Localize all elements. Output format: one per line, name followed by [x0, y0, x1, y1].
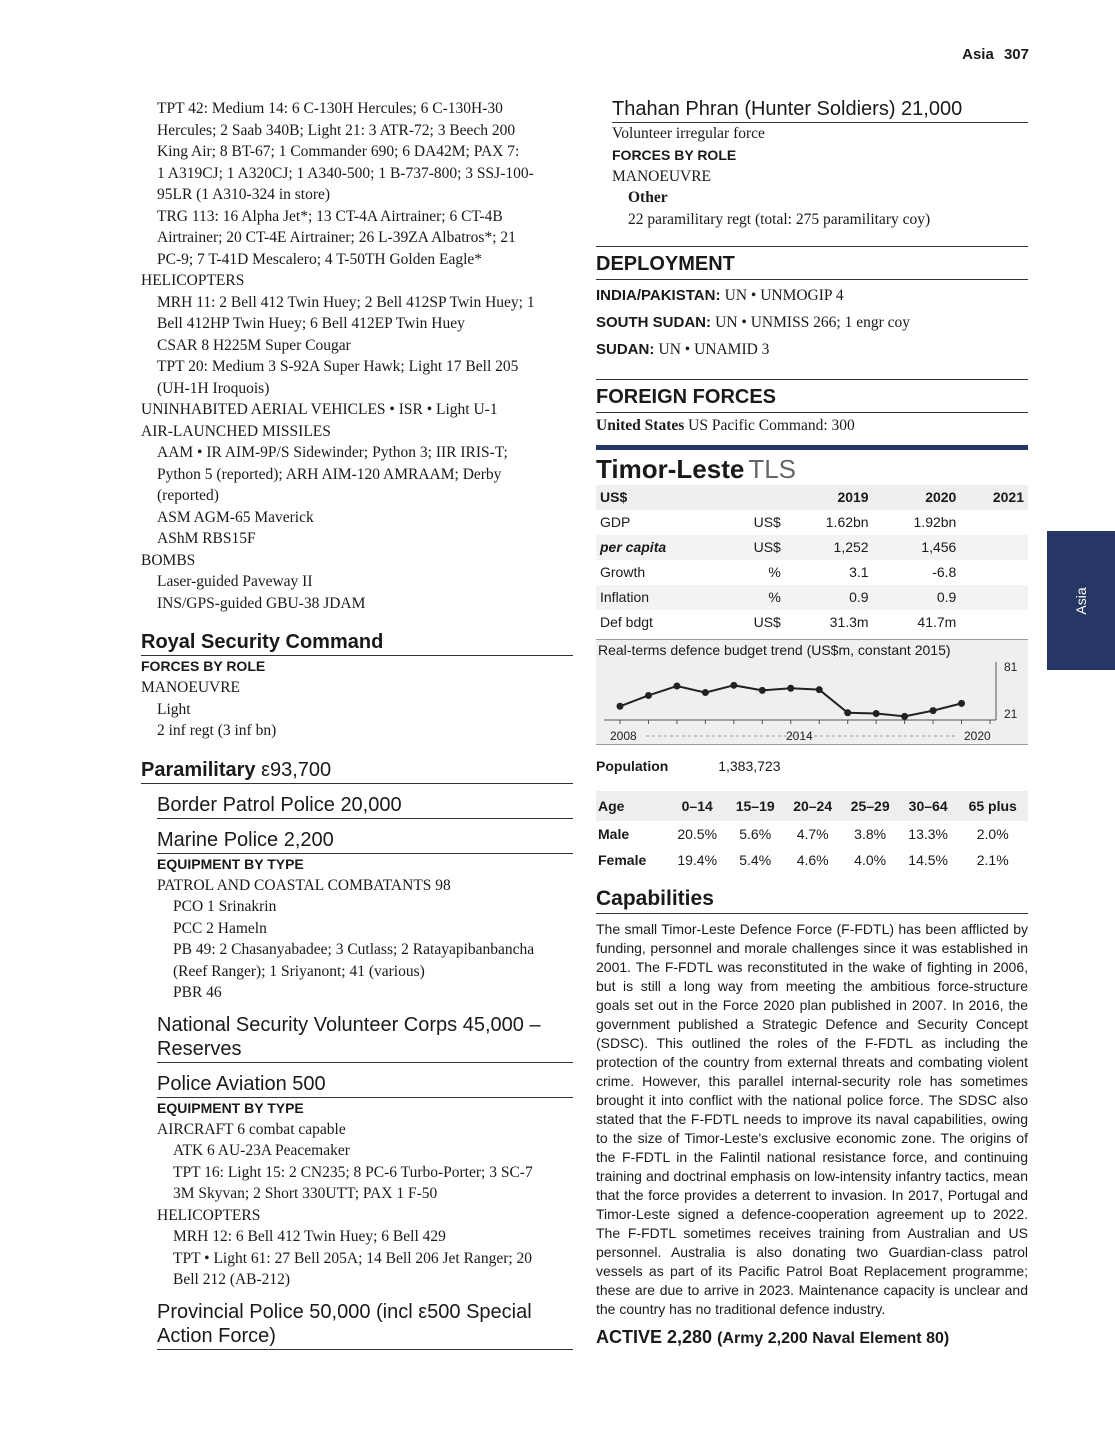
chart-y-tick-label: 21 [1004, 706, 1018, 721]
side-tab-label: Asia [1073, 586, 1089, 615]
economic-header-row [596, 485, 1028, 510]
age-header: 0–14 [668, 791, 727, 821]
economic-row [596, 610, 1028, 635]
thahan-block [596, 98, 1028, 230]
chart-point [617, 702, 624, 709]
capabilities-title: Capabilities [596, 887, 1028, 914]
age-cell: 5.4% [739, 851, 772, 868]
deployment-item: SUDAN: UN • UNAMID 3 [596, 341, 770, 358]
age-cell: 4.7% [796, 825, 829, 842]
tpt-line: Hercules; 2 Saab 340B; Light 21: 3 ATR-72; 3 Beech 200 [157, 121, 516, 139]
deployment-item: SOUTH SUDAN: UN • UNMISS 266; 1 engr coy [596, 314, 911, 331]
bombs-heading: BOMBS [141, 551, 196, 569]
chart-point [759, 686, 766, 693]
chart-point [901, 712, 908, 719]
provincial-title: Provincial Police 50,000 (incl ε500 Special [157, 1300, 532, 1323]
economic-value [960, 510, 1028, 535]
economic-header [724, 485, 785, 510]
aam-line: AAM • IR AIM-9P/S Sidewinder; Python 3; IIR IRIS-T; [157, 444, 508, 461]
nsvc-title: National Security Volunteer Corps 45,000 – [157, 1013, 541, 1036]
economic-value: 0.9 [785, 585, 873, 610]
aviation-helicopters: HELICOPTERS [157, 1206, 261, 1224]
country-code: TLS [748, 453, 797, 484]
age-cell: Female [598, 851, 647, 868]
bombs-block [141, 571, 573, 614]
economic-value: 41.7m [917, 614, 957, 630]
running-head [956, 46, 1029, 63]
chart-point [873, 710, 880, 717]
aviation-tpt: TPT 16: Light 15: 2 CN235; 8 PC-6 Turbo-Porter; 3 SC-7 [173, 1163, 533, 1181]
age-header-row [596, 791, 1028, 821]
chart-point [930, 707, 937, 714]
active-detail: (Army 2,200 Naval Element 80) [717, 1329, 950, 1347]
capabilities-text: The small Timor-Leste Defence Force (F-FDTL) has been afflicted by funding, personnel and morale challenges since it was established in 2001. The F-FDTL was reconstituted in the wake of fighting in 2006, but is still a long way from meeting the ambitious force-structure goals set out in the Force 2020 plan published in 2007. In 2016, the government published a Strategic Defence and Security Concept (SDSC). This outlined the roles of the F-FDTL as including the protection of the country from external threats and combating violent crime. However, this parallel internal-security role has sometimes brought it into conflict with the national police force. The SDSC also stated that the F-FDTL needs to improve its naval capabilities, owing to the size of Timor-Leste's exclusive economic zone. The origins of the F-FDTL in the Falintil national resistance force, and continuing training and doctrinal emphasis on low-intensity infantry tactics, mean that the force provides a deterrent to invasion. In 2017, Portugal and Timor-Leste signed a defence-cooperation agreement up to 2022. The F-FDTL sometimes receives training from Australian and US personnel. Australia is also donating two Guardian-class patrol vessels as part of its Pacific Patrol Boat Replacement programme; these are due to arrive in 2023. Maintenance capacity is unclear and the country has no traditional defence industry. [596, 920, 1028, 1317]
economic-value: 3.1 [849, 564, 869, 580]
economic-label: Def bdgt [600, 614, 653, 630]
chart-point [673, 682, 680, 689]
deployment-title: DEPLOYMENT [596, 246, 1028, 280]
age-cell: 3.8% [854, 825, 887, 842]
economic-value: 1,456 [873, 535, 961, 560]
population-row [596, 753, 1028, 779]
thahan-desc: Volunteer irregular force [612, 125, 765, 142]
aircraft-tpt-block [141, 98, 573, 270]
aviation-title: Police Aviation 500 [157, 1073, 573, 1098]
insgps-line: INS/GPS-guided GBU-38 JDAM [157, 594, 366, 612]
economic-label: GDP [600, 514, 631, 530]
economic-row [596, 585, 1028, 610]
rsc-forces-by-role: FORCES BY ROLE [141, 658, 266, 674]
age-cell: 19.4% [677, 851, 718, 868]
marine-patrol: PATROL AND COASTAL COMBATANTS 98 [157, 876, 451, 894]
chart-point [645, 691, 652, 698]
rsc-manoeuvre: MANOEUVRE [141, 679, 241, 696]
active-strength [596, 1327, 1028, 1348]
deployment-item: INDIA/PAKISTAN: UN • UNMOGIP 4 [596, 287, 844, 304]
age-header: 65 plus [957, 791, 1028, 821]
helicopter-block [141, 292, 573, 400]
economic-header: 2019 [785, 485, 873, 510]
age-cell: 2.0% [976, 825, 1009, 842]
age-header: 30–64 [899, 791, 958, 821]
population-label: Population [596, 757, 669, 774]
heli-tpt-line: (UH-1H Iroquois) [157, 379, 270, 397]
trg-line: PC-9; 7 T-41D Mescalero; 4 T-50TH Golden Eagle* [157, 250, 483, 268]
age-row-male [596, 821, 1028, 847]
tpt-line: 1 A319CJ; 1 A320CJ; 1 A340-500; 1 B-737-800; 3 SSJ-100- [157, 164, 534, 182]
marine-pb: PB 49: 2 Chasanyabadee; 3 Cutlass; 2 Ratayapibanbancha [173, 941, 535, 958]
economic-header: 2020 [873, 485, 961, 510]
thahan-manoeuvre: MANOEUVRE [612, 167, 712, 185]
aviation-equipment: EQUIPMENT BY TYPE [157, 1099, 304, 1116]
economic-unit: % [768, 564, 781, 580]
foreign-forces-title: FOREIGN FORCES [596, 379, 1028, 413]
tpt-line: King Air; 8 BT-67; 1 Commander 690; 6 DA42M; PAX 7: [157, 143, 520, 160]
chart-point [816, 686, 823, 693]
right-column [596, 98, 1028, 1348]
marine-pb: (Reef Ranger); 1 Sriyanont; 41 (various) [173, 962, 425, 980]
foreign-forces-line: United States US Pacific Command: 300 [596, 417, 855, 434]
country-heading [596, 445, 1028, 485]
economic-value: -6.8 [932, 564, 957, 580]
mrh-line: MRH 11: 2 Bell 412 Twin Huey; 2 Bell 412SP Twin Huey; 1 [157, 293, 535, 311]
economic-header: US$ [596, 485, 724, 510]
marine-pco: PCO 1 Srinakrin [173, 898, 277, 915]
economic-value: 0.9 [873, 585, 961, 610]
uav-line: UNINHABITED AERIAL VEHICLES • ISR • Light U-1 [141, 401, 498, 418]
ashm-line: AShM RBS15F [157, 530, 256, 547]
age-cell: 5.6% [739, 825, 772, 842]
age-cell: 20.5% [677, 825, 718, 842]
alm-heading: AIR-LAUNCHED MISSILES [141, 422, 331, 440]
paramilitary-block [141, 784, 573, 1350]
mrh-line: Bell 412HP Twin Huey; 6 Bell 412EP Twin Huey [157, 315, 465, 332]
asm-line: ASM AGM-65 Maverick [157, 508, 314, 526]
economic-unit: US$ [724, 535, 785, 560]
aviation-tpt: 3M Skyvan; 2 Short 330UTT; PAX 1 F-50 [173, 1185, 438, 1202]
laser-line: Laser-guided Paveway II [157, 573, 313, 590]
chart-y-tick-label: 81 [1004, 659, 1018, 674]
left-column [141, 98, 573, 1350]
rsc-regt: 2 inf regt (3 inf bn) [157, 722, 277, 739]
marine-title: Marine Police 2,200 [157, 829, 573, 854]
economic-unit: US$ [753, 514, 781, 530]
thahan-other: Other [628, 189, 668, 206]
tpt-line: TPT 42: Medium 14: 6 C-130H Hercules; 6 C-130H-30 [157, 100, 503, 117]
economic-value: 31.3m [829, 614, 869, 630]
aviation-aircraft: AIRCRAFT 6 combat capable [157, 1120, 346, 1138]
section-name: Asia [962, 46, 994, 63]
chart-x-tick-label: 2020 [964, 728, 991, 743]
missile-block [141, 442, 573, 550]
budget-trend-chart [596, 639, 1028, 745]
aviation-atk: ATK 6 AU-23A Peacemaker [173, 1142, 350, 1159]
thahan-title: Thahan Phran (Hunter Soldiers) 21,000 [612, 98, 1028, 123]
chart-point [844, 709, 851, 716]
heli-tpt-line: TPT 20: Medium 3 S-92A Super Hawk; Light 17 Bell 205 [157, 358, 519, 375]
aviation-tpt2: Bell 212 (AB-212) [173, 1271, 291, 1288]
side-tab[interactable] [1047, 531, 1115, 670]
aviation-tpt2: TPT • Light 61: 27 Bell 205A; 14 Bell 206 Jet Ranger; 20 [173, 1249, 533, 1267]
rsc-title: Royal Security Command [141, 630, 573, 656]
age-header: 20–24 [784, 791, 841, 821]
provincial-line2: Action Force) [157, 1325, 573, 1350]
country-name: Timor-Leste [596, 453, 745, 484]
population-value: 1,383,723 [718, 757, 781, 774]
border-title: Border Patrol Police 20,000 [157, 794, 573, 819]
aam-line: Python 5 (reported); ARH AIM-120 AMRAAM; Derby [157, 465, 502, 483]
chart-x-tick-label: 2008 [610, 728, 637, 743]
chart-point [958, 699, 965, 706]
age-cell: 14.5% [908, 851, 948, 868]
age-cell: 13.3% [908, 825, 948, 842]
economic-value: 1.62bn [825, 514, 869, 530]
chart-title: Real-terms defence budget trend (US$m, constant 2015) [598, 641, 951, 658]
economic-row [596, 560, 1028, 585]
economic-label: Growth [600, 564, 646, 580]
economic-value [960, 610, 1028, 635]
economic-value: 1,252 [785, 535, 873, 560]
rsc-light: Light [157, 700, 191, 718]
chart-point [787, 684, 794, 691]
economic-value [960, 560, 1028, 585]
aam-line: (reported) [157, 487, 219, 504]
marine-pbr: PBR 46 [173, 984, 222, 1001]
trg-line: Airtrainer; 20 CT-4E Airtrainer; 26 L-39ZA Albatros*; 21 [157, 229, 516, 246]
age-header: 15–19 [726, 791, 783, 821]
marine-pcc: PCC 2 Hameln [173, 919, 267, 937]
economic-header: 2021 [960, 485, 1028, 510]
aviation-mrh: MRH 12: 6 Bell 412 Twin Huey; 6 Bell 429 [173, 1228, 446, 1245]
economic-table [596, 485, 1028, 635]
economic-value [960, 585, 1028, 610]
age-cell: 4.0% [854, 851, 887, 868]
economic-label: per capita [596, 535, 724, 560]
economic-unit: % [724, 585, 785, 610]
economic-value: 1.92bn [913, 514, 957, 530]
active-label: ACTIVE 2,280 [596, 1326, 713, 1347]
age-cell: 2.1% [976, 851, 1009, 868]
chart-svg [596, 640, 1028, 744]
chart-point [702, 689, 709, 696]
age-table [596, 791, 1028, 873]
age-cell: 4.6% [796, 851, 829, 868]
helicopters-heading: HELICOPTERS [141, 272, 245, 289]
page-number: 307 [1003, 46, 1029, 63]
chart-point [730, 681, 737, 688]
csar-line: CSAR 8 H225M Super Cougar [157, 336, 351, 354]
economic-row [596, 510, 1028, 535]
economic-row [596, 535, 1028, 560]
economic-label: Inflation [596, 585, 724, 610]
thahan-regt: 22 paramilitary regt (total: 275 paramilitary coy) [628, 210, 931, 228]
nsvc-line2: Reserves [157, 1038, 573, 1063]
age-header: Age [596, 791, 668, 821]
age-header: 25–29 [841, 791, 898, 821]
economic-unit: US$ [753, 614, 781, 630]
thahan-forces-by-role: FORCES BY ROLE [612, 146, 737, 163]
age-row-female [596, 847, 1028, 873]
chart-x-tick-label: 2014 [786, 728, 813, 743]
tpt-line: 95LR (1 A310-324 in store) [157, 186, 331, 203]
age-cell: Male [598, 825, 630, 842]
paramilitary-title: Paramilitary ε93,700 [141, 758, 573, 784]
trg-line: TRG 113: 16 Alpha Jet*; 13 CT-4A Airtrainer; 6 CT-4B [157, 207, 503, 225]
economic-value [960, 535, 1028, 560]
marine-equipment: EQUIPMENT BY TYPE [157, 855, 304, 872]
